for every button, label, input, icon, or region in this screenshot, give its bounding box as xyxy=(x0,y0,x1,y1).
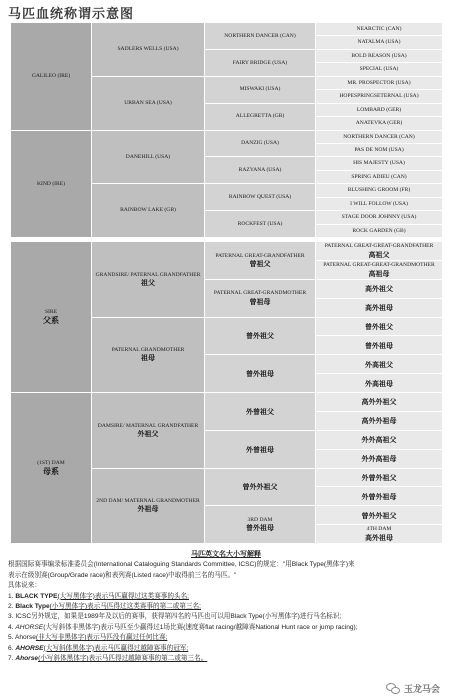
notes-item-text: (小写黑体字)表示马匹得过这类赛事的第二或第三名; xyxy=(49,603,201,611)
diagram-4th-dam-en: 4TH DAM xyxy=(366,526,392,533)
diagram-gen4-cell xyxy=(316,412,442,431)
diagram-gen4-zh: 高外外祖母 xyxy=(361,417,397,426)
pedigree-gen3: FAIRY BRIDGE (USA) xyxy=(205,50,315,77)
notes-item xyxy=(8,644,444,654)
diagram-gen3-zh: 曾外祖母 xyxy=(246,370,274,379)
diagram-gen4-cell xyxy=(316,469,442,488)
notes-intro: 具体说来： xyxy=(8,582,41,590)
pedigree-gen4: I WILL FOLLOW (USA) xyxy=(316,198,442,211)
pedigree-gen3: ALLEGRETTA (GB) xyxy=(205,104,315,131)
diagram-gen3-cell xyxy=(205,393,315,431)
pedigree-gen4: NORTHERN DANCER (CAN) xyxy=(316,131,442,144)
pedigree-gen3: DANZIG (USA) xyxy=(205,131,315,158)
notes-item xyxy=(8,602,444,612)
pedigree-gen2: URBAN SEA (USA) xyxy=(92,77,204,131)
diagram-gen3-cell xyxy=(205,469,315,507)
pedigree-gen4: HOPESPRINGSETERNAL (USA) xyxy=(316,90,442,103)
diagram-damsire xyxy=(92,393,204,469)
pedigree-gen4: BLUSHING GROOM (FR) xyxy=(316,184,442,197)
diagram-pgm-zh: 祖母 xyxy=(141,354,155,363)
notes-item-text: (大写黑体字)表示马匹赢得过这类赛事的头名; xyxy=(57,592,189,600)
diagram-second-dam xyxy=(92,469,204,545)
diagram-damsire-zh: 外祖父 xyxy=(137,429,159,438)
diagram-gen4-zh: 外曾外祖母 xyxy=(361,492,397,501)
pedigree-sire: GALILEO (IRE) xyxy=(11,23,91,131)
notes-item-text: (非大写非黑体字)表示马匹没有赢过任何比赛; xyxy=(35,634,168,642)
diagram-damsire-en: DAMSIRE/ MATERNAL GRANDFATHER xyxy=(97,422,199,429)
notes-item xyxy=(8,633,444,643)
notes-item-key: Ahorse xyxy=(14,634,36,642)
diagram-pgggf xyxy=(316,242,442,261)
diagram-paternal-ggf xyxy=(205,242,315,280)
diagram-pgggm xyxy=(316,261,442,280)
pedigree-gen2: SADLERS WELLS (USA) xyxy=(92,23,204,77)
diagram-gen4-zh: 外高祖父 xyxy=(365,360,393,369)
notes-item-num: 1. xyxy=(8,592,14,600)
diagram-dam xyxy=(11,393,91,544)
diagram-4th-dam-zh: 高外祖母 xyxy=(365,533,393,542)
pedigree-gen3: ROCKFEST (USA) xyxy=(205,211,315,238)
diagram-sire xyxy=(11,242,91,393)
notes-item-num: 6. xyxy=(8,644,14,652)
diagram-sire-zh: 父系 xyxy=(43,316,59,326)
diagram-3rd-dam-zh: 曾外祖母 xyxy=(246,524,274,533)
notes-item-key: Ahorse xyxy=(15,655,39,663)
pedigree-dam: KIND (IRE) xyxy=(11,131,91,239)
notes-intro: 表示在级别赛(Group/Grade race)和表列赛(Listed race)中取得前三名的马匹。" xyxy=(8,571,237,579)
diagram-pgggf-en: PATERNAL GREAT-GREAT-GRANDFATHER xyxy=(324,243,434,250)
pedigree-gen3: RAINBOW QUEST (USA) xyxy=(205,184,315,211)
diagram-gen4-cell xyxy=(316,336,442,355)
diagram-gen3-zh: 曾外祖父 xyxy=(246,332,274,341)
notes-item-num: 7. xyxy=(8,655,14,663)
diagram-gen3-zh: 外曾祖母 xyxy=(246,445,274,454)
diagram-pgggm-zh: 高祖母 xyxy=(368,269,390,278)
diagram-3rd-dam-en: 3RD DAM xyxy=(247,516,273,523)
diagram-gen4-cell xyxy=(316,280,442,299)
notes-item-key: AHORSE xyxy=(15,644,44,652)
naming-diagram xyxy=(11,242,439,544)
watermark-text: 玉龙马会 xyxy=(403,684,440,694)
pedigree-gen2: DANEHILL (USA) xyxy=(92,131,204,185)
pedigree-gen4: NATALMA (USA) xyxy=(316,36,442,49)
pedigree-gen2: RAINBOW LAKE (GB) xyxy=(92,184,204,238)
pedigree-gen4: SPRING ADIEU (CAN) xyxy=(316,171,442,184)
notes-heading: 马匹英文名大小写解释 xyxy=(191,551,261,558)
diagram-pggf-en: PATERNAL GREAT-GRANDFATHER xyxy=(215,252,305,259)
notes-item-num: 4. xyxy=(8,623,14,631)
pedigree-gen4: STAGE DOOR JOHNNY (USA) xyxy=(316,211,442,224)
notes-item-text: (大写斜体黑体字)表示马匹赢得过越障赛事的冠军; xyxy=(43,644,189,652)
diagram-pggm-zh: 曾祖母 xyxy=(249,297,271,306)
diagram-gen4-cell xyxy=(316,506,442,525)
diagram-gen3-cell xyxy=(205,355,315,393)
diagram-gen3-zh: 曾外外祖父 xyxy=(242,483,278,492)
diagram-gen4-cell xyxy=(316,431,442,450)
diagram-gen4-zh: 外外高祖母 xyxy=(361,455,397,464)
notes-item-num: 3. xyxy=(8,613,14,621)
notes-item-text: ICSC另外规定，如果是1989年及以后的赛事，获得第四名的马匹也可以用Black Type(小写黑体字)进行马名标识; xyxy=(15,613,342,621)
diagram-gen4-zh: 曾外祖父 xyxy=(365,322,393,331)
notes-item-text: (大写斜体非黑体字)表示马匹至少赢得过1场比赛(速度赛flat racing/越障赛National Hunt race or jump racing); xyxy=(43,623,358,631)
notes-item-key: BLACK TYPE xyxy=(15,592,58,600)
diagram-fourth-dam xyxy=(316,525,442,544)
wechat-icon xyxy=(386,683,400,695)
diagram-gen4-zh: 外曾外祖父 xyxy=(361,473,397,482)
pedigree-gen4: ANATEVKA (GER) xyxy=(316,117,442,130)
diagram-gen4-zh: 外外高祖父 xyxy=(361,436,397,445)
watermark xyxy=(386,682,440,695)
diagram-gen4-zh: 曾外祖母 xyxy=(365,341,393,350)
diagram-gen4-zh: 高外祖父 xyxy=(365,285,393,294)
page-title: 马匹血统称谓示意图 xyxy=(8,6,135,21)
diagram-paternal-grandmother xyxy=(92,318,204,394)
notes-item-text: (小写斜体黑体字)表示马匹得过越障赛事的第二或第三名。 xyxy=(38,655,208,663)
diagram-dam-zh: 母系 xyxy=(43,467,59,477)
diagram-grandsire xyxy=(92,242,204,318)
notes-item xyxy=(8,623,444,633)
diagram-paternal-ggm xyxy=(205,280,315,318)
diagram-gen4-zh: 外高祖母 xyxy=(365,379,393,388)
notes-item-num: 2. xyxy=(8,603,14,611)
notes-item xyxy=(8,612,444,622)
notes-intro: 根据国际赛事编录标准委员会(International Cataloguing Standards Committee, ICSC)的规定："用Black Type(黑体字)来 xyxy=(8,561,355,569)
notes-item-key: AHORSE xyxy=(15,623,44,631)
pedigree-gen4: MR. PROSPECTOR (USA) xyxy=(316,77,442,90)
diagram-gen4-zh: 高外外祖父 xyxy=(361,398,397,407)
pedigree-gen4: SPECIAL (USA) xyxy=(316,63,442,76)
notes-item xyxy=(8,654,444,664)
diagram-2nd-dam-zh: 外祖母 xyxy=(137,505,159,514)
notes-item xyxy=(8,592,444,602)
pedigree-gen3: RAZYANA (USA) xyxy=(205,157,315,184)
diagram-gen4-zh: 高外祖母 xyxy=(365,304,393,313)
pedigree-gen4: PAS DE NOM (USA) xyxy=(316,144,442,157)
diagram-gen3-zh: 外曾祖父 xyxy=(246,407,274,416)
pedigree-gen4: NEARCTIC (CAN) xyxy=(316,23,442,36)
diagram-dam-en: (1ST) DAM xyxy=(37,459,65,466)
diagram-gen4-cell xyxy=(316,299,442,318)
diagram-grandsire-en: GRANDSIRE/ PATERNAL GRANDFATHER xyxy=(95,271,201,278)
diagram-pgggm-en: PATERNAL GREAT-GREAT-GRANDMOTHER xyxy=(323,262,435,269)
diagram-pgm-en: PATERNAL GRANDMOTHER xyxy=(111,347,185,354)
notes-item-key: Black Type xyxy=(15,603,50,611)
pedigree-gen4: HIS MAJESTY (USA) xyxy=(316,157,442,170)
pedigree-gen4: LOMBARD (GER) xyxy=(316,104,442,117)
diagram-sire-en: SIRE xyxy=(44,308,58,315)
diagram-gen3-cell xyxy=(205,318,315,356)
diagram-pggf-zh: 曾祖父 xyxy=(249,260,271,269)
diagram-gen4-cell xyxy=(316,393,442,412)
diagram-gen3-cell xyxy=(205,431,315,469)
diagram-gen4-zh: 曾外外祖父 xyxy=(361,511,397,520)
pedigree-gen4: ROCK GARDEN (GB) xyxy=(316,225,442,238)
notes-section xyxy=(8,550,444,664)
diagram-2nd-dam-en: 2ND DAM/ MATERNAL GRANDMOTHER xyxy=(96,498,200,505)
pedigree-gen3: MISWAKI (USA) xyxy=(205,77,315,104)
notes-item-num: 5. xyxy=(8,634,14,642)
diagram-third-dam xyxy=(205,506,315,544)
diagram-gen4-cell xyxy=(316,355,442,374)
diagram-gen4-cell xyxy=(316,450,442,469)
diagram-pggm-en: PATERNAL GREAT-GRANDMOTHER xyxy=(213,290,307,297)
diagram-gen4-cell xyxy=(316,487,442,506)
pedigree-table xyxy=(11,23,439,238)
diagram-gen4-cell xyxy=(316,318,442,337)
diagram-grandsire-zh: 祖父 xyxy=(141,278,155,287)
diagram-gen4-cell xyxy=(316,374,442,393)
diagram-pgggf-zh: 高祖父 xyxy=(368,250,390,259)
pedigree-gen3: NORTHERN DANCER (CAN) xyxy=(205,23,315,50)
pedigree-gen4: BOLD REASON (USA) xyxy=(316,50,442,63)
